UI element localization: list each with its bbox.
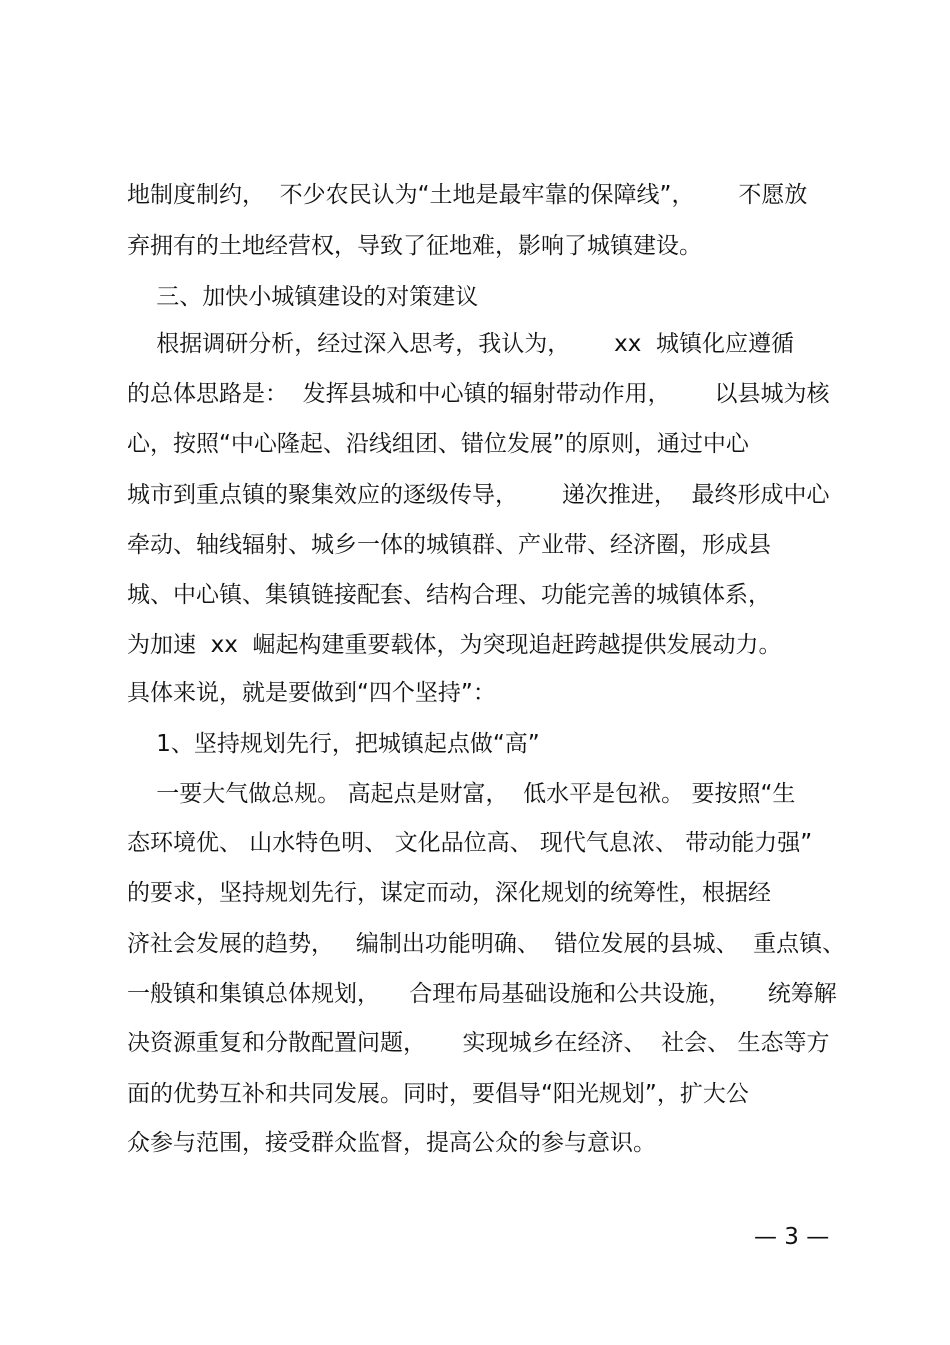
subsection-heading: 1、坚持规划先行，把城镇起点做“高” <box>127 731 540 757</box>
text-line: 地制度制约， 不少农民认为“土地是最牢靠的保障线”， 不愿放 <box>127 182 808 208</box>
text-line: 弃拥有的土地经营权，导致了征地难，影响了城镇建设。 <box>127 233 702 259</box>
text-line: 根据调研分析，经过深入思考，我认为， xx 城镇化应遵循 <box>127 331 794 357</box>
page-number: — 3 — <box>754 1224 830 1250</box>
text-line: 的要求，坚持规划先行，谋定而动，深化规划的统筹性，根据经 <box>127 880 771 906</box>
section-heading: 三、加快小城镇建设的对策建议 <box>127 284 479 310</box>
text-line: 具体来说，就是要做到“四个坚持”： <box>127 680 496 706</box>
text-line: 城、中心镇、集镇链接配套、结构合理、功能完善的城镇体系， <box>127 582 771 608</box>
text-line: 决资源重复和分散配置问题， 实现城乡在经济、 社会、 生态等方 <box>127 1030 830 1056</box>
text-line: 一般镇和集镇总体规划， 合理布局基础设施和公共设施， 统筹解 <box>127 981 837 1007</box>
text-line: 城市到重点镇的聚集效应的逐级传导， 递次推进， 最终形成中心 <box>127 482 830 508</box>
text-line: 心，按照“中心隆起、沿线组团、错位发展”的原则，通过中心 <box>127 431 749 457</box>
text-line: 为加速 xx 崛起构建重要载体，为突现追赶跨越提供发展动力。 <box>127 632 782 658</box>
text-line: 一要大气做总规。 高起点是财富， 低水平是包袱。 要按照“生 <box>127 781 796 807</box>
text-line: 众参与范围，接受群众监督，提高公众的参与意识。 <box>127 1130 656 1156</box>
text-line: 牵动、轴线辐射、城乡一体的城镇群、产业带、经济圈，形成县 <box>127 532 771 558</box>
text-line: 面的优势互补和共同发展。同时，要倡导“阳光规划”，扩大公 <box>127 1081 749 1107</box>
text-line: 济社会发展的趋势， 编制出功能明确、 错位发展的县城、 重点镇、 <box>127 931 846 957</box>
text-line: 态环境优、 山水特色明、 文化品位高、 现代气息浓、 带动能力强” <box>127 830 813 856</box>
text-line: 的总体思路是： 发挥县城和中心镇的辐射带动作用， 以县城为核 <box>127 381 830 407</box>
